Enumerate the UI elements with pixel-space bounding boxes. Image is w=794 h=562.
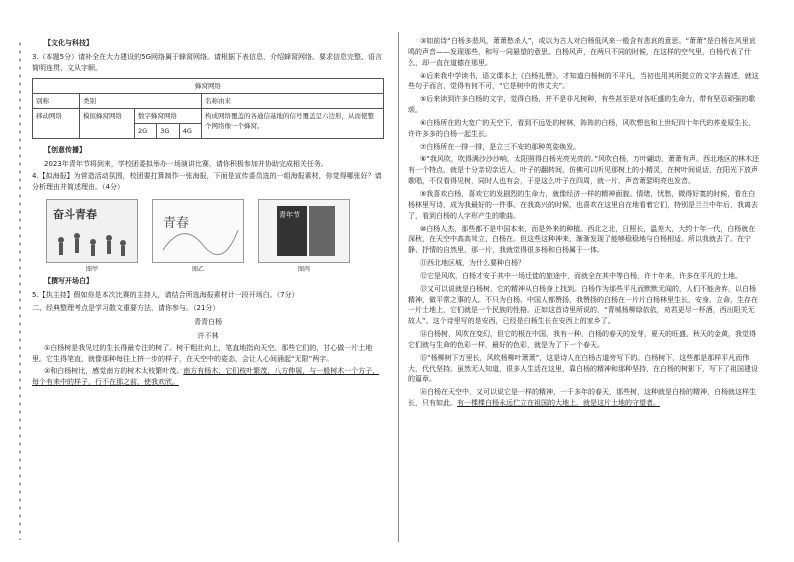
binding-margin (18, 40, 22, 540)
gen-4g: 4G (182, 126, 192, 135)
paragraph-2-text: ②和白杨树比，感觉南方的树木太枝繁叶茂。 (44, 367, 184, 376)
paragraph-14: ⑭白杨树，风吹在变幻，但它的根在中国，我有一种，白杨的春天的发芽，夏天的旺盛，秋天的金黄，我觉得它们就与生命的色彩一样，最好的色彩，就是为了下一个春天。 (408, 330, 756, 349)
cell-generations (135, 123, 202, 138)
section-creative: 【创意传播】 (44, 145, 86, 154)
header-category: 类别 (80, 93, 202, 108)
paragraph-6: ⑥白杨所在的大宽广的天空下，看到不远处的树林，阵阵的白杨，风吹想也和上世纪四十年代的荞麦原生长，许许多多的白杨一起生长。 (408, 118, 756, 138)
cell-origin: 构成网络覆盖的各通信基地的信号覆盖呈六边形，从而使整个网络像一个蜂窝。 (202, 108, 384, 138)
paragraph-7: ⑦白杨所在一排一排，是立三不安的那种英姿焕发。 (420, 142, 581, 151)
paragraph-8: ⑧“我风吹，吹得满沙沙沙响，太阳照得白杨光亮光亮的。”风吹白杨，万叶翩动，萧萧有声。西北地区的林木还有一个特点，就是十分亲切亲近人，叶子的翻转间，仿佛可以听见那树上的小精灵，在树叶间说话，在阳光下放声歌唱，不仅看得见树，同时人也有会，于是这么叶子在四周，就一片，声音萧瑟明亮也发音。 (408, 155, 760, 186)
cellular-network-table (32, 78, 384, 139)
section-culture-tech: 【文化与科技】 (44, 39, 93, 47)
paragraph-1: ①白杨树是我见过的生长得最专注的树了。树干粗壮向上，笔直地指向天空。那些它们的，甘心做一片土地里。它生得笔直，就像那种每往上挤一步的样子，在天空中的姿态，会让人心间涌起“无限”两字。 (32, 343, 373, 363)
poster-yi-text: 青春 (163, 216, 190, 232)
caption-bing: 图丙 (297, 266, 310, 274)
paragraph-13: ⑬又可以说就是白杨树，它的精神从白杨身上找到。白杨作为那些平凡而默默无闻的，人们不能舍弃，以白杨精神，做平常之事的人。不只为白杨、中国人都赞扬，我赞扬的白杨在一片片白杨林里生长，安身，立命，生存在一片土地上，它们就是一个民族的性格。正如这首诗里所说的，“青城杨柳绿依依，劝君更尽一杯酒，西出阳关无故人”。这个诗里写的是安西，已经是白杨生长在安西上的家乡了。 (408, 284, 758, 326)
question-4: 4.【拟海报】为营造活动氛围，校团要打算制作一张海报，下面是宣传委员选的一组海报素材，你觉得哪张好？请分析理由并简述理由。（4分） (32, 172, 382, 192)
cell-alias: 移动网络 (33, 108, 80, 138)
paragraph-5: ⑤后来读到许多白杨的文字，觉得白杨，并不是非凡树种，有些甚至是对各旺盛的生命力，带有坚忍顽强的歌颂。 (408, 95, 756, 115)
right-column (408, 36, 760, 411)
gen-3g: 3G (157, 124, 179, 138)
paragraph-2-underlined: 南方有杨木，它们枝叶繁茂，八方伸展，与一般树木一个方子，每个有来中的样子，行不在那之前，使我欢欣。 (32, 367, 380, 387)
article-title: 青青白杨 (194, 317, 222, 326)
paragraph-16-text: ⑯白杨在天空中，又可以说它是一样的精神，一千多年的春天，那些树，这种就是白杨的精神，白杨就这样生长，只有如此。 (408, 388, 756, 408)
paragraph-16 (408, 387, 760, 409)
table-title: 蜂窝网络 (33, 78, 384, 93)
paragraph-10: ⑩白杨人杰，那些都不是中国本来，而是外来的种植。西北之北，日照长，温差大，大约十年一代，白杨就在深秋，在天空中高高耸立，白杨在。但这些这种神来，渐渐发现了能够稳稳地与白杨相适。所以我就去了。在宁静、抒情的自然里，那一片，我就觉得很多杨和白杨属于一体。 (408, 224, 756, 255)
poster-images (46, 199, 384, 263)
header-alias: 别称 (33, 93, 80, 108)
left-column (32, 36, 384, 390)
caption-jia: 图甲 (85, 266, 98, 274)
cell-digital: 数字蜂窝网络 (135, 108, 202, 123)
header-origin: 名称由来 (202, 93, 384, 108)
paragraph-9: ⑨我喜欢白杨，喜欢它的发剧烈的生命力，就像经济一样的精神面貌。情绪，忧愁，微得好寞的时候，看在白杨林里写诗，成为我最好的一件事。在我高兴的时候，也喜欢在这里自在地看着它们，特别是兰兰中年后，我离去了，看到白杨的人字形产生的歌曲。 (408, 189, 758, 220)
poster-jia-text: 奋斗青春 (53, 208, 97, 222)
poster-captions (46, 265, 384, 274)
paragraph-2 (32, 366, 384, 388)
paragraph-3: ③如前诗“白杨多悲风，萧萧愁杀人”，或以为古人对白杨低风来一般含有悲哀的意思。“萧萧”是白杨在风里哀鸣的声音——发现那些，和写一同悬望的意思。白杨风声，在两只不同的时候，在这样的空气里，白杨代表了什么，却一直在道德在那里。 (408, 37, 756, 67)
section-opening: 【撰写开场白】 (44, 277, 93, 286)
question-3: 3.（本题5分）请补全在大力建设的5G网络属于蜂窝网络。请根据下表信息，介绍蜂窝网络。要求信息完整、语言简明连贯、文从字顺。 (32, 52, 383, 72)
question-5: 5.【执主持】假如你是本次比赛的主持人，请结合所选海报素材计一段开场白。（7分） (32, 291, 299, 300)
paragraph-16-underlined: 有一棵棵白杨永远伫立在祖国的大地上，就是这片土地的守望者。 (457, 399, 660, 408)
paragraph-15: ⑮“杨柳树下万里长，风吹杨柳叶萧萧”，这是诗人在白杨古道旁写下的。白杨树下，这些都是那样平凡而伟大，代代坚持。虽然无人知道，很多人生活在这里，靠白杨的精神和那种坚持，在白杨的树影下，写下了祖国建设的篇章。 (408, 353, 758, 384)
column-divider (398, 32, 399, 542)
caption-yi: 图乙 (191, 266, 204, 274)
gen-2g: 2G (135, 124, 157, 138)
paragraph-4: ④后来我中学读书，语文课本上《白杨礼赞》，才知道白杨树的不平凡，当初也用其所挺立的文字去描述，就这些句子而言，觉得有何不可，“它是树中的伟丈夫”。 (408, 71, 759, 91)
paragraph-11: ⑪西北地区城，为什么要种白杨？ (420, 259, 525, 268)
poster-jia (46, 199, 138, 263)
poster-bing-text: 青年节 (279, 211, 300, 220)
cell-analog: 模拟蜂窝网络 (80, 108, 135, 138)
poster-bing (258, 199, 350, 263)
part-2-heading: 二、经典整理考点是学习散文重要方法，请你参与。（21分） (32, 304, 220, 313)
article-author: 许不林 (197, 331, 219, 340)
paragraph-12: ⑫它是风吹，白杨才安于其中一场迁徙的旅途中，而就全在其中等白杨，许十年来，许多在平凡的土地。 (420, 271, 742, 280)
task-intro: 2023年青年节将到来，学校团委拟举办一场演讲比赛，请你积极参加并协助完成相关任务。 (44, 159, 328, 168)
poster-yi (152, 199, 244, 263)
